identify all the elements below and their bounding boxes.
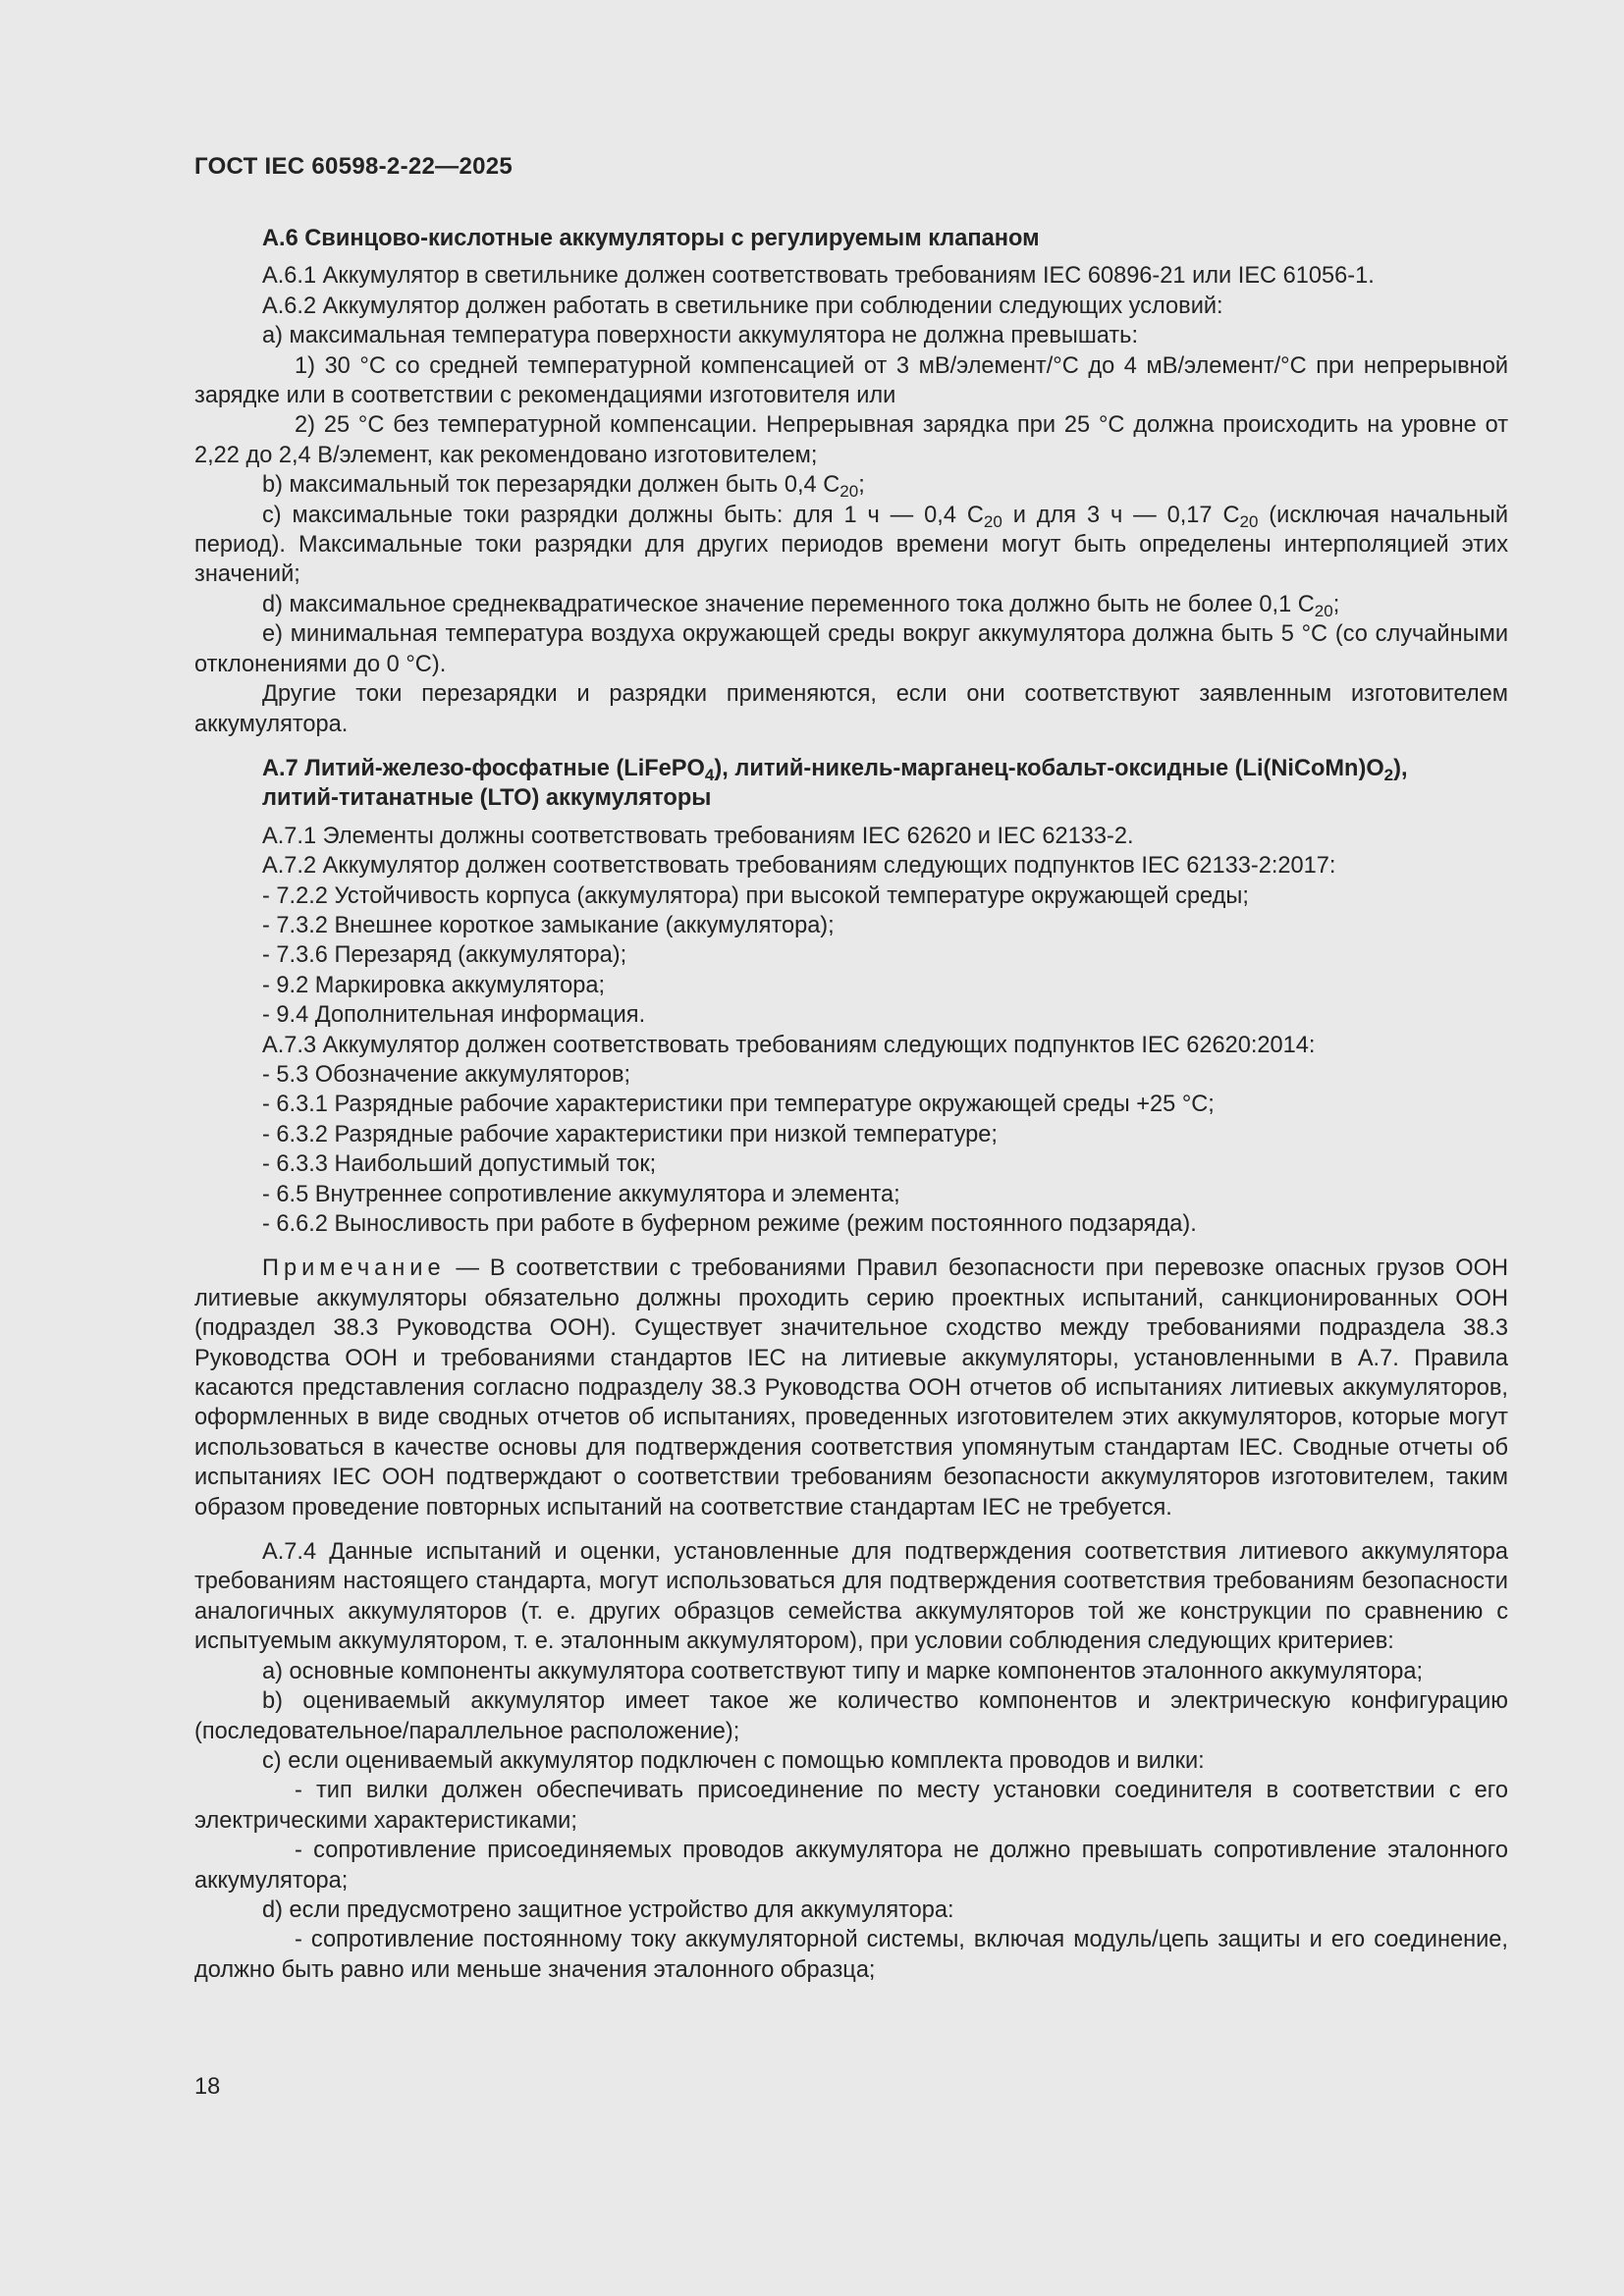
text-fragment: b) максимальный ток перезарядки должен быть 0,4 C	[262, 472, 840, 499]
list-item-a7-a: a) основные компоненты аккумулятора соответствуют типу и марке компонентов эталонного аккумулятора;	[262, 1658, 1424, 1684]
list-item-a6-a: a) максимальная температура поверхности аккумулятора не должна превышать:	[262, 323, 1139, 349]
subscript: 4	[704, 765, 715, 784]
text-fragment: ;	[1332, 591, 1340, 617]
subscript: 20	[1239, 511, 1259, 531]
paragraph-a6-other: Другие токи перезарядки и разрядки применяются, если они соответствуют заявленным изготовителем аккумулятора.	[194, 681, 1508, 737]
note-paragraph	[194, 1254, 1508, 1522]
paragraph-a7-3: А.7.3 Аккумулятор должен соответствовать требованиям следующих подпунктов IEC 62620:2014:	[262, 1032, 1316, 1058]
section-heading-a6: А.6 Свинцово-кислотные аккумуляторы с регулируемым клапаном	[262, 226, 1040, 251]
paragraph-a6-1: А.6.1 Аккумулятор в светильнике должен соответствовать требованиям IEC 60896-21 или IEC 61056-1.	[262, 263, 1375, 290]
paragraph-a6-2: А.6.2 Аккумулятор должен работать в светильнике при соблюдении следующих условий:	[262, 293, 1223, 319]
list-item-a7-b: b) оцениваемый аккумулятор имеет такое же количество компонентов и электрическую конфигурацию (последовательное/параллельное расположение);	[194, 1688, 1508, 1744]
list-item-a6-a2: 2) 25 °C без температурной компенсации. Непрерывная зарядка при 25 °C должна происходить на уровне от 2,22 до 2,4 В/элемент, как рекомендовано изготовителем;	[194, 412, 1508, 468]
subscript: 2	[1383, 765, 1394, 784]
text-fragment: ),	[1393, 755, 1408, 781]
text-fragment: ), литий-никель-марганец-кобальт-оксидные (Li(NiCoMn)O	[714, 755, 1384, 781]
list-item-a6-e: e) минимальная температура воздуха окружающей среды вокруг аккумулятора должна быть 5 °C (со случайными отклонениями до 0 °C).	[194, 621, 1508, 677]
section-heading-a7	[194, 754, 1508, 814]
list-item: - 6.5 Внутреннее сопротивление аккумулятора и элемента;	[262, 1181, 900, 1207]
subscript: 20	[983, 511, 1002, 531]
subscript: 20	[1314, 601, 1333, 620]
text-fragment: (исключая начальный период). Максимальные токи разрядки для других периодов времени могут быть определены интерполяцией этих значений;	[194, 502, 1509, 588]
list-item-a6-d	[194, 590, 1508, 619]
list-item: - 6.6.2 Выносливость при работе в буферном режиме (режим постоянного подзаряда).	[262, 1211, 1197, 1237]
list-item-a6-a1: 1) 30 °C со средней температурной компенсацией от 3 мВ/элемент/°C до 4 мВ/элемент/°C при непрерывной зарядке или в соответствии с рекомендациями изготовителя или	[194, 352, 1508, 409]
document-body	[194, 224, 1508, 1985]
list-item: - 9.2 Маркировка аккумулятора;	[262, 972, 606, 998]
list-item: - 7.3.6 Перезаряд (аккумулятора);	[262, 942, 627, 969]
text-fragment: c) максимальные токи разрядки должны быть: для 1 ч — 0,4 C	[262, 502, 984, 528]
page-number: 18	[194, 2074, 221, 2100]
list-item: - 6.3.3 Наибольший допустимый ток;	[262, 1151, 657, 1178]
list-item-a7-d1: - сопротивление постоянному току аккумуляторной системы, включая модуль/цепь защиты и его соединение, должно быть равно или меньше значения эталонного образца;	[194, 1927, 1508, 1983]
note-label: Примечание	[262, 1255, 446, 1282]
list-item: - 7.2.2 Устойчивость корпуса (аккумулятора) при высокой температуре окружающей среды;	[262, 882, 1249, 909]
list-item-a7-c: c) если оцениваемый аккумулятор подключен с помощью комплекта проводов и вилки:	[262, 1747, 1205, 1774]
note-text: — В соответствии с требованиями Правил безопасности при перевозке опасных грузов ООН литиевые аккумуляторы обязательно должны проходить серию проектных испытаний, санкционированных ООН (подраздел 38.3 Руководства ООН). Существует значительное сходство между требованиями подраздела 38.3 Руководства ООН и требованиями стандартов IEC на литиевые аккумуляторы, установленными в А.7. Правила касаются представления согласно подразделу 38.3 Руководства ООН отчетов об испытаниях литиевых аккумуляторов, оформленных в виде сводных отчетов об испытаниях, проведенных изготовителем этих аккумуляторов, которые могут использоваться в качестве основы для подтверждения соответствия упомянутым стандартам IEC. Сводные отчеты об испытаниях IEC ООН подтверждают о соответствии требованиям безопасности аккумуляторов изготовителем, таким образом проведение повторных испытаний на соответствие стандартам IEC не требуется.	[194, 1255, 1508, 1521]
subscript: 20	[839, 482, 859, 502]
paragraph-a7-4: А.7.4 Данные испытаний и оценки, установленные для подтверждения соответствия литиевого аккумулятора требованиям настоящего стандарта, могут использоваться для подтверждения соответствия требованиям безопасности аналогичных аккумуляторов (т. е. других образцов семейства аккумуляторов той же конструкции по сравнению с испытуемым аккумулятором, т. е. эталонным аккумулятором), при условии соблюдения следующих критериев:	[194, 1539, 1508, 1655]
list-item: - 7.3.2 Внешнее короткое замыкание (аккумулятора);	[262, 912, 835, 938]
list-item: - 9.4 Дополнительная информация.	[262, 1002, 646, 1029]
list-item-a6-b	[194, 470, 1508, 500]
list-item-a7-c2: - сопротивление присоединяемых проводов аккумулятора не должно превышать сопротивление эталонного аккумулятора;	[194, 1838, 1508, 1894]
text-fragment: А.7 Литий-железо-фосфатные (LiFePO	[262, 755, 705, 781]
list-item: - 5.3 Обозначение аккумуляторов;	[262, 1061, 631, 1088]
text-fragment: ;	[858, 472, 865, 499]
document-header: ГОСТ IEC 60598-2-22—2025	[194, 153, 514, 180]
text-fragment: d) максимальное среднеквадратическое значение переменного тока должно быть не более 0,1 C	[262, 591, 1315, 617]
list-item-a7-d: d) если предусмотрено защитное устройство для аккумулятора:	[262, 1896, 954, 1923]
text-fragment: и для 3 ч — 0,17 C	[1001, 502, 1240, 528]
list-item: - 6.3.2 Разрядные рабочие характеристики при низкой температуре;	[262, 1121, 998, 1148]
list-item-a6-c	[194, 501, 1508, 590]
paragraph-a7-2: А.7.2 Аккумулятор должен соответствовать требованиям следующих подпунктов IEC 62133-2:2017:	[262, 853, 1336, 880]
list-item-a7-c1: - тип вилки должен обеспечивать присоединение по месту установки соединителя в соответствии с его электрическими характеристиками;	[194, 1778, 1508, 1834]
list-item: - 6.3.1 Разрядные рабочие характеристики при температуре окружающей среды +25 °C;	[262, 1092, 1215, 1118]
paragraph-a7-1: А.7.1 Элементы должны соответствовать требованиям IEC 62620 и IEC 62133-2.	[262, 823, 1134, 849]
text-fragment: литий-титанатные (LTO) аккумуляторы	[262, 785, 712, 812]
